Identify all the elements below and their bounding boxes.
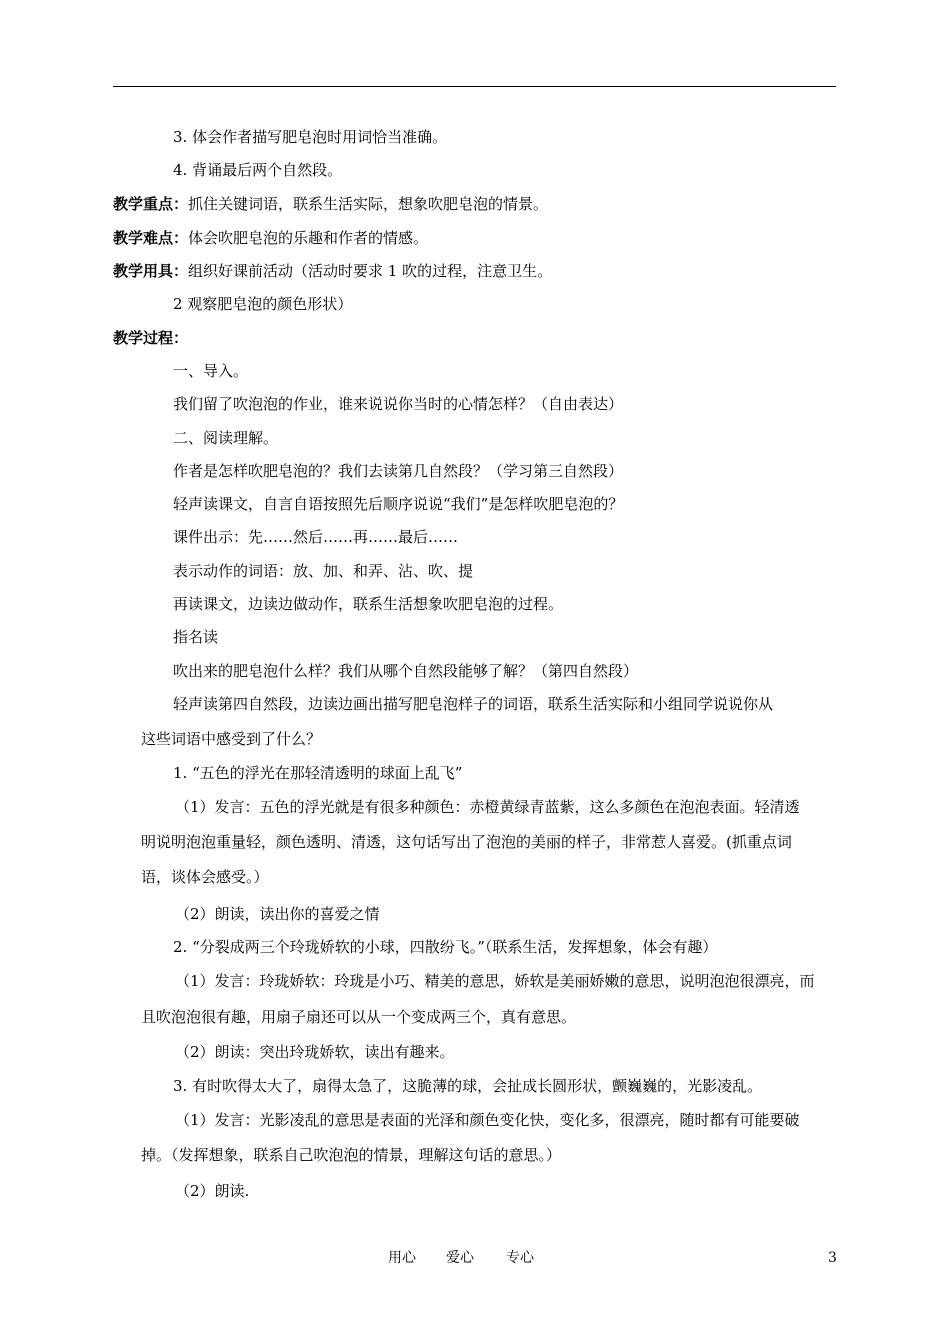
paragraph-line: 且吹泡泡很有趣，用扇子扇还可以从一个变成两三个，真有意思。 <box>141 1008 577 1026</box>
key-points <box>113 194 548 214</box>
teaching-tools-label: 教学用具： <box>113 262 189 280</box>
paragraph-line: 掉。（发挥想象，联系自己吹泡泡的情景，理解这句话的意思。） <box>141 1146 562 1164</box>
footer-motto-1: 用心 <box>388 1250 416 1266</box>
teaching-process <box>113 328 188 348</box>
teaching-process-label: 教学过程： <box>113 329 189 347</box>
key-points-label: 教学重点： <box>113 195 189 213</box>
paragraph-line: （2）朗读，读出你的喜爱之情 <box>175 905 380 923</box>
difficult-points-label: 教学难点： <box>113 229 189 247</box>
difficult-points-text: 体会吹肥皂泡的乐趣和作者的情感。 <box>188 229 429 247</box>
quote-2: 2. “分裂成两三个玲珑娇软的小球，四散纷飞。”（联系生活，发挥想象，体会有趣） <box>173 938 718 956</box>
key-points-text: 抓住关键词语，联系生活实际，想象吹肥皂泡的情景。 <box>188 195 549 213</box>
header-rule <box>113 86 836 87</box>
paragraph-line: 语，谈体会感受。） <box>141 868 269 886</box>
paragraph-line: 明说明泡泡重量轻，颜色透明、清透，这句话写出了泡泡的美丽的样子，非常惹人喜爱。(抓重点词 <box>141 833 792 851</box>
footer-motto-2: 爱心 <box>446 1250 474 1266</box>
section-intro: 一、导入。 <box>173 362 249 380</box>
paragraph-line: 这些词语中感受到了什么？ <box>141 730 322 748</box>
objective-4: 4. 背诵最后两个自然段。 <box>173 161 343 179</box>
paragraph-line: 吹出来的肥皂泡什么样？我们从哪个自然段能够了解？（第四自然段） <box>173 662 639 680</box>
paragraph-line: 轻声读第四自然段，边读边画出描写肥皂泡样子的词语，联系生活实际和小组同学说说你从 <box>173 695 774 713</box>
teaching-tools <box>113 261 552 281</box>
page-number: 3 <box>828 1250 837 1266</box>
paragraph-line: （1）发言：玲珑娇软：玲珑是小巧、精美的意思，娇软是美丽娇嫩的意思，说明泡泡很漂亮，而 <box>175 972 815 990</box>
teaching-tools-text: 组织好课前活动（活动时要求 1 吹的过程，注意卫生。 <box>188 262 553 280</box>
paragraph-line: 表示动作的词语：放、加、和弄、沾、吹、提 <box>173 562 474 580</box>
paragraph-line: （2）朗读：突出玲珑娇软，读出有趣来。 <box>175 1043 455 1061</box>
teaching-tools-continued: 2 观察肥皂泡的颜色形状） <box>173 295 353 313</box>
paragraph-line: （1）发言：光影凌乱的意思是表面的光泽和颜色变化快，变化多，很漂亮，随时都有可能要破 <box>175 1111 800 1129</box>
paragraph-line: 指名读 <box>173 628 219 646</box>
footer-motto-3: 专心 <box>506 1250 534 1266</box>
section-reading: 二、阅读理解。 <box>173 429 279 447</box>
quote-3: 3. 有时吹得太大了，扇得太急了，这脆薄的球，会扯成长圆形状，颤巍巍的，光影凌乱。 <box>173 1077 763 1095</box>
quote-1: 1. “五色的浮光在那轻清透明的球面上乱飞” <box>173 764 463 782</box>
paragraph-line: 课件出示：先……然后……再……最后…… <box>173 528 459 546</box>
paragraph-line: 作者是怎样吹肥皂泡的？我们去读第几自然段？（学习第三自然段） <box>173 462 624 480</box>
paragraph-line: （1）发言：五色的浮光就是有很多种颜色：赤橙黄绿青蓝紫，这么多颜色在泡泡表面。轻清透 <box>175 798 800 816</box>
paragraph-line: 我们留了吹泡泡的作业，谁来说说你当时的心情怎样？（自由表达） <box>173 395 624 413</box>
paragraph-line: 轻声读课文，自言自语按照先后顺序说说“我们”是怎样吹肥皂泡的？ <box>173 495 624 513</box>
objective-3: 3. 体会作者描写肥皂泡时用词恰当准确。 <box>173 128 448 146</box>
paragraph-line: （2）朗读. <box>175 1182 250 1200</box>
paragraph-line: 再读课文，边读边做动作，联系生活想象吹肥皂泡的过程。 <box>173 595 564 613</box>
difficult-points <box>113 228 428 248</box>
